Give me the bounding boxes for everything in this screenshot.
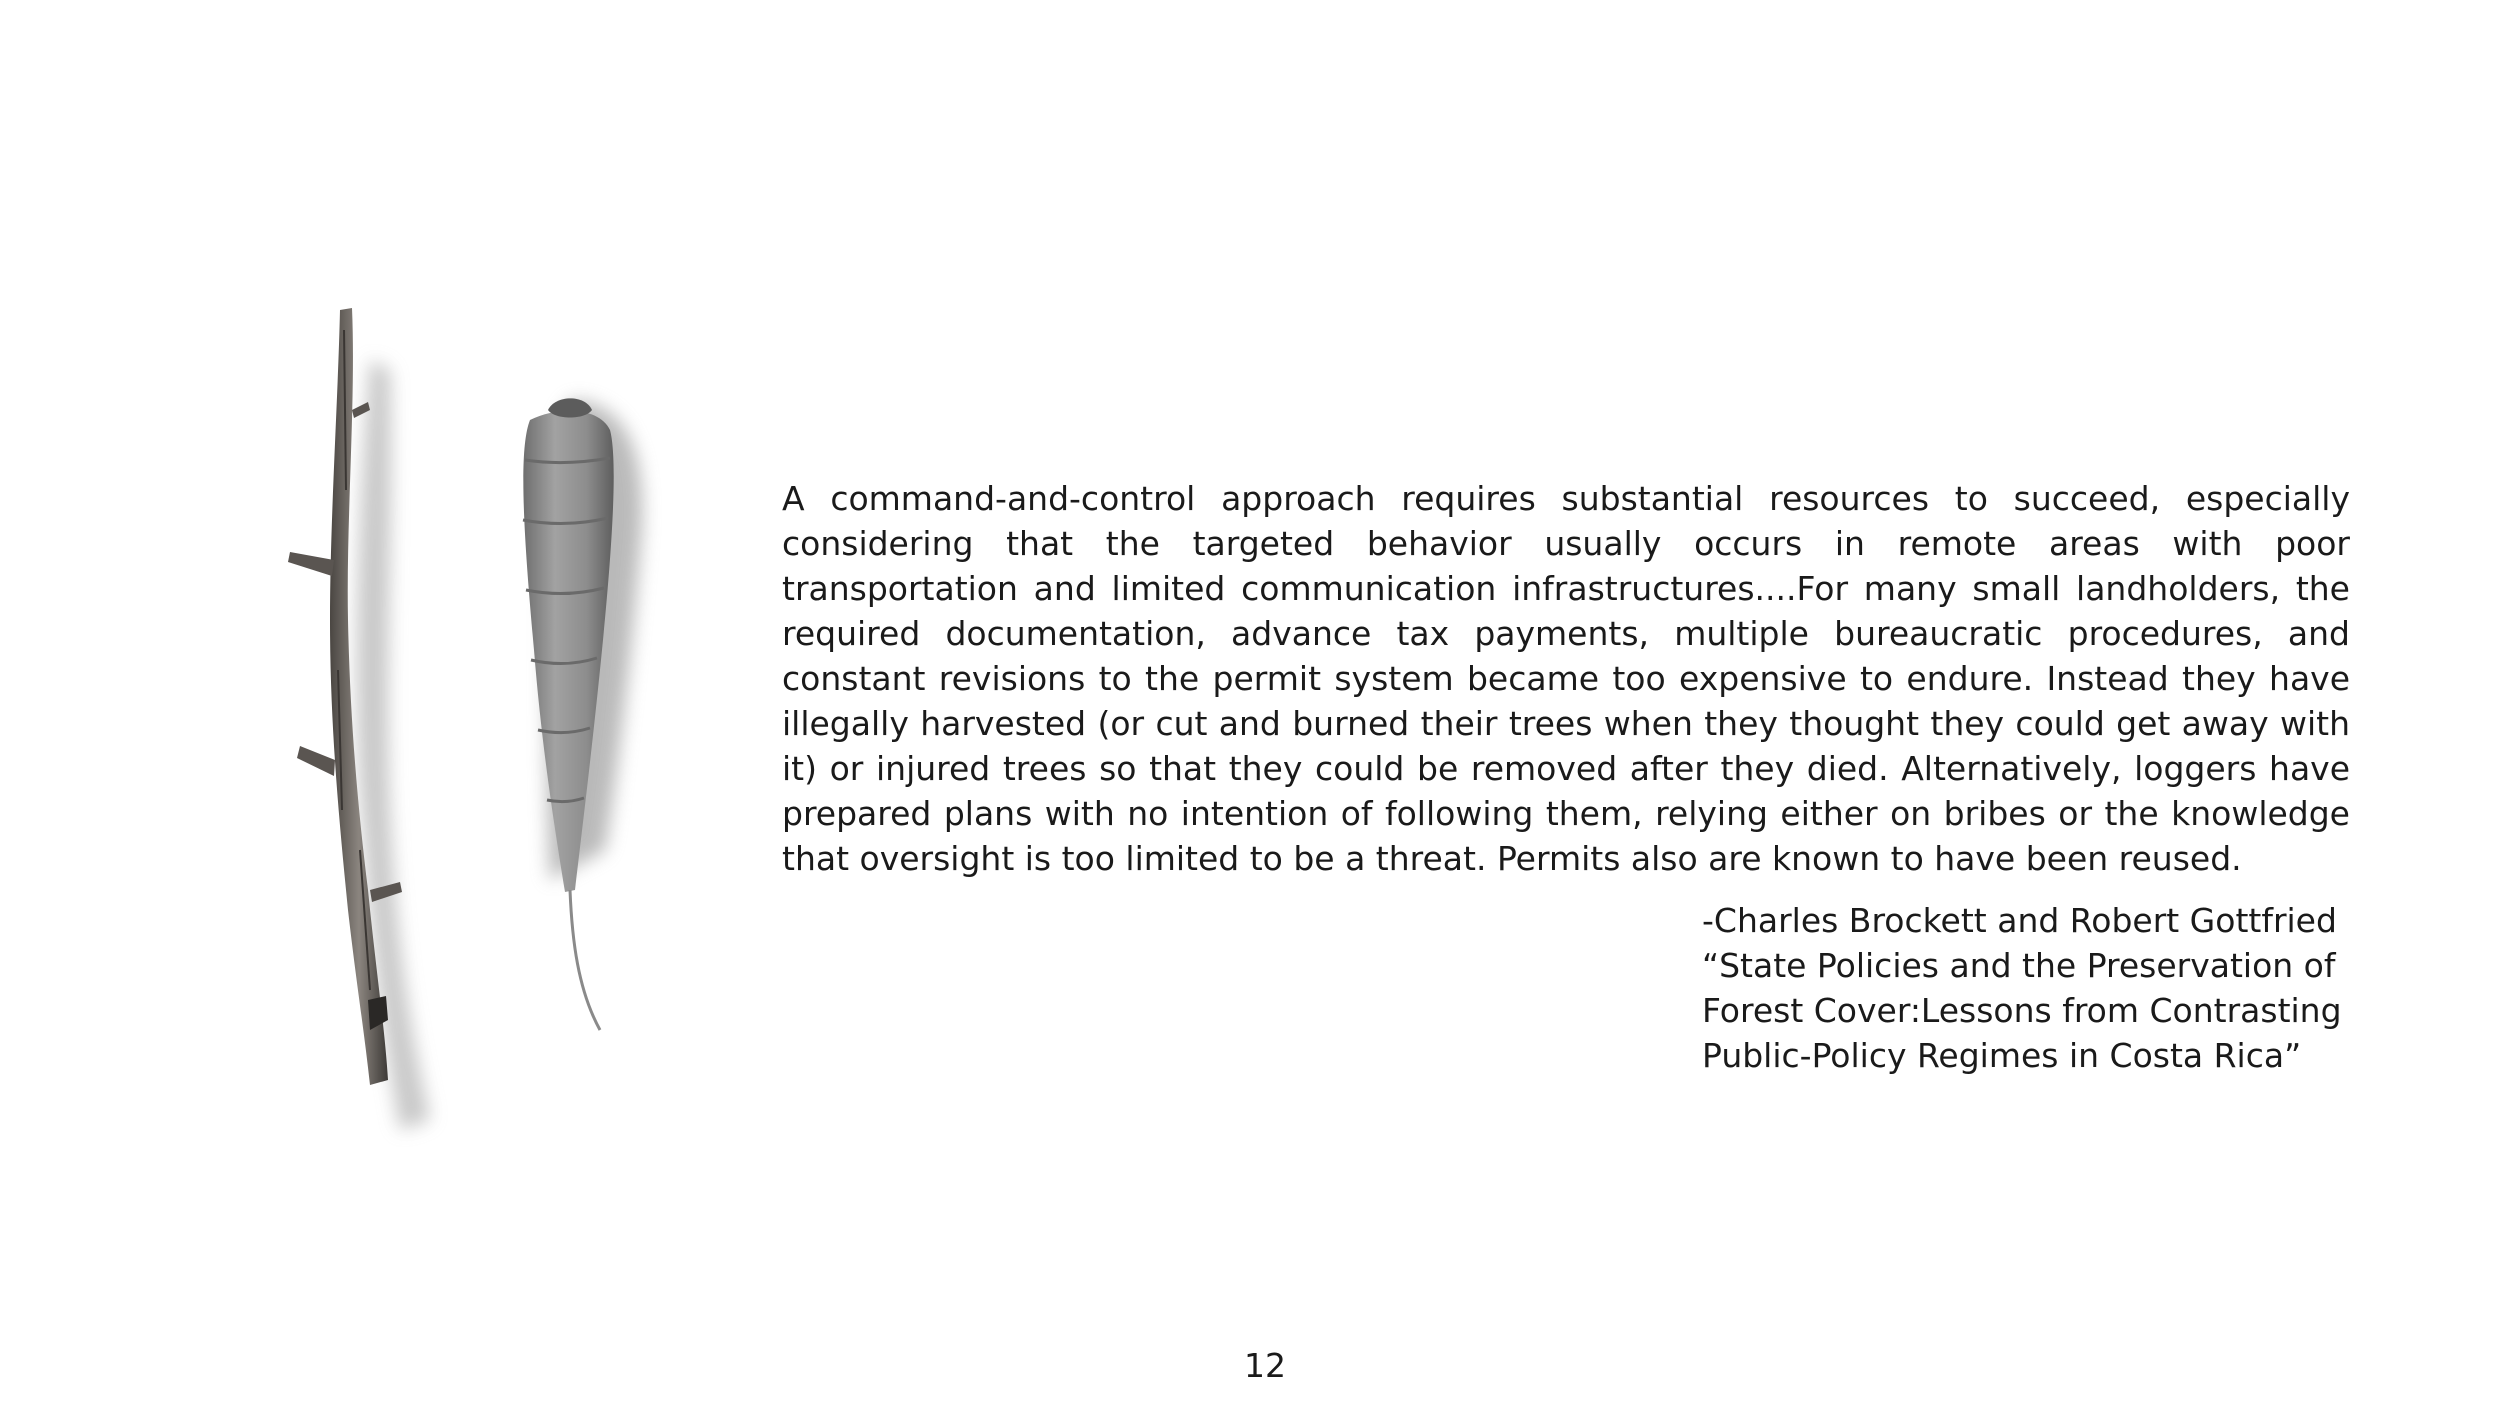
attribution-authors: -Charles Brockett and Robert Gottfried: [1702, 901, 2337, 940]
attribution: [1702, 898, 2342, 1078]
attribution-title-line-1: “State Policies and the Preservation of: [1702, 946, 2336, 985]
quote-block: [782, 476, 2350, 881]
page-number: 12: [1244, 1346, 1286, 1385]
attribution-title-line-3: Public-Policy Regimes in Costa Rica”: [1702, 1036, 2302, 1075]
quote-text: A command-and-control approach requires substantial resources to succeed, especially considering that the targeted behavior usually occurs in remote areas with poor transportation and limited communication infrastructures....For many small landholders, the required documentation, advance tax payments, multiple bureaucratic procedures, and constant revisions to the permit system became too expensive to endure. Instead they have illegally harvested (or cut and burned their trees when they thought they could get away with it) or injured trees so that they could be removed after they died. Alternatively, loggers have prepared plans with no intention of following them, relying either on bribes or the knowledge that oversight is too limited to be a threat. Permits also are known to have been reused.: [782, 479, 2350, 878]
attribution-title-line-2: Forest Cover:Lessons from Contrasting: [1702, 991, 2342, 1030]
stick-and-carrot-illustration: [220, 290, 740, 1170]
